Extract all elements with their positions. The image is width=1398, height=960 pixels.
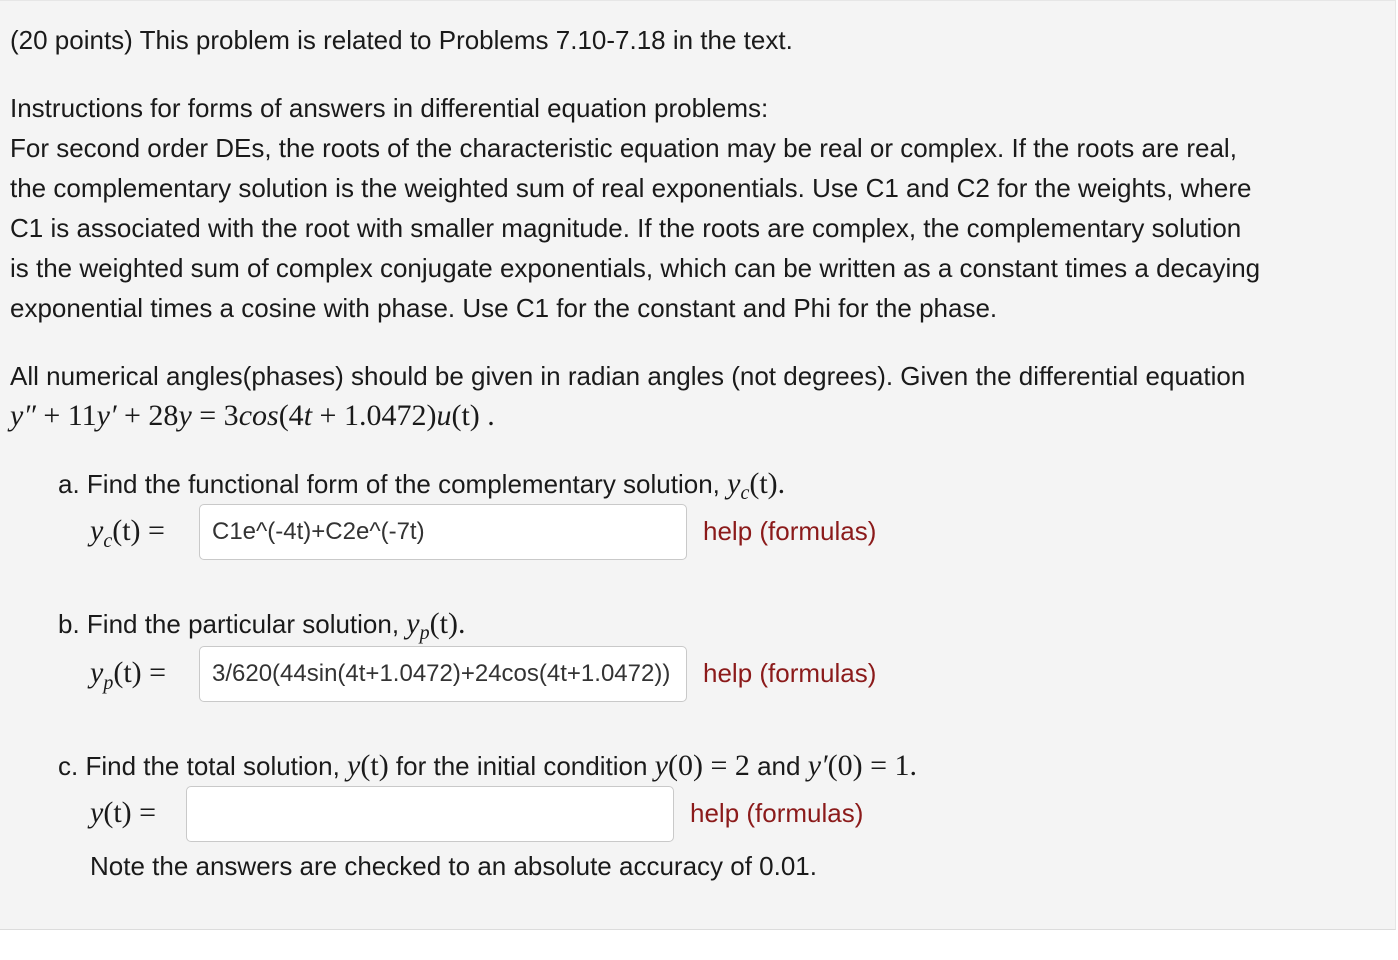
part-c-label-y: y: [90, 796, 104, 829]
help-formulas-link-a[interactable]: help (formulas): [703, 516, 877, 546]
total-solution-input[interactable]: [186, 786, 674, 842]
part-b-math-tail: (t).: [429, 607, 466, 640]
part-b-math: y: [406, 607, 420, 640]
particular-solution-input[interactable]: [199, 646, 687, 702]
help-formulas-link-b[interactable]: help (formulas): [703, 658, 877, 688]
eq-term: cos: [238, 399, 279, 432]
part-b-math-sub: p: [419, 622, 430, 645]
accuracy-note: Note the answers are checked to an absolute accuracy of 0.01.: [90, 851, 817, 881]
instructions-line: For second order DEs, the roots of the characteristic equation may be real or complex. If the roots are real,: [10, 133, 1237, 163]
part-c-ic2: (0) = 1: [827, 749, 910, 782]
part-c-ic1-y: y: [654, 749, 668, 782]
eq-term: + 1.0472): [312, 399, 437, 432]
part-b-label-y: y: [90, 656, 104, 689]
part-c-and: and: [749, 751, 808, 781]
part-b-label-sub: p: [103, 672, 114, 694]
eq-term: = 3: [191, 399, 239, 432]
eq-term: u: [436, 399, 452, 432]
part-b-text: b. Find the particular solution,: [58, 609, 407, 639]
instructions-line: C1 is associated with the root with smaller magnitude. If the roots are complex, the complementary solution: [10, 213, 1242, 243]
part-c-prompt: [58, 746, 917, 786]
eq-term: y″: [10, 399, 36, 432]
angles-note: All numerical angles(phases) should be given in radian angles (not degrees). Given the differential equation: [10, 361, 1246, 391]
part-c-ic1: (0) = 2: [667, 749, 750, 782]
part-c-label-tail: (t) =: [103, 796, 157, 829]
part-c-ic2-y: y′: [807, 749, 828, 782]
eq-term: y′: [96, 399, 117, 432]
help-formulas-link-c[interactable]: help (formulas): [690, 798, 864, 828]
part-a-label-y: y: [90, 514, 104, 547]
part-a-label-sub: c: [103, 530, 113, 552]
eq-term: + 28: [116, 399, 179, 432]
part-a-text: a. Find the functional form of the complementary solution,: [58, 469, 728, 499]
part-c-yt: (t): [360, 749, 389, 782]
instructions-line: the complementary solution is the weighted sum of real exponentials. Use C1 and C2 for the weights, where: [10, 173, 1252, 203]
part-a-math-sub: c: [740, 482, 750, 505]
eq-term: + 11: [35, 399, 97, 432]
part-c-text: c. Find the total solution,: [58, 751, 348, 781]
part-b-label: [90, 653, 166, 703]
instructions-title: Instructions for forms of answers in differential equation problems:: [10, 93, 769, 123]
part-b-label-tail: (t) =: [113, 656, 167, 689]
eq-term: (t): [451, 399, 480, 432]
eq-term: t: [303, 399, 313, 432]
instructions-line: is the weighted sum of complex conjugate exponentials, which can be written as a constant times a decaying: [10, 253, 1261, 283]
instructions-line: exponential times a cosine with phase. Use C1 for the constant and Phi for the phase.: [10, 293, 998, 323]
part-c-end: .: [909, 749, 917, 782]
eq-term: .: [479, 399, 495, 432]
differential-equation: [10, 396, 495, 436]
part-c-y: y: [347, 749, 361, 782]
part-c-mid: for the initial condition: [388, 751, 655, 781]
part-a-math: y: [727, 467, 741, 500]
part-c-label: [90, 793, 156, 833]
part-a-label: [90, 511, 165, 561]
part-a-math-tail: (t).: [749, 467, 786, 500]
problem-header: (20 points) This problem is related to Problems 7.10-7.18 in the text.: [10, 25, 793, 55]
eq-term: (4: [278, 399, 304, 432]
eq-term: y: [178, 399, 192, 432]
complementary-solution-input[interactable]: [199, 504, 687, 560]
part-a-label-tail: (t) =: [112, 514, 165, 547]
